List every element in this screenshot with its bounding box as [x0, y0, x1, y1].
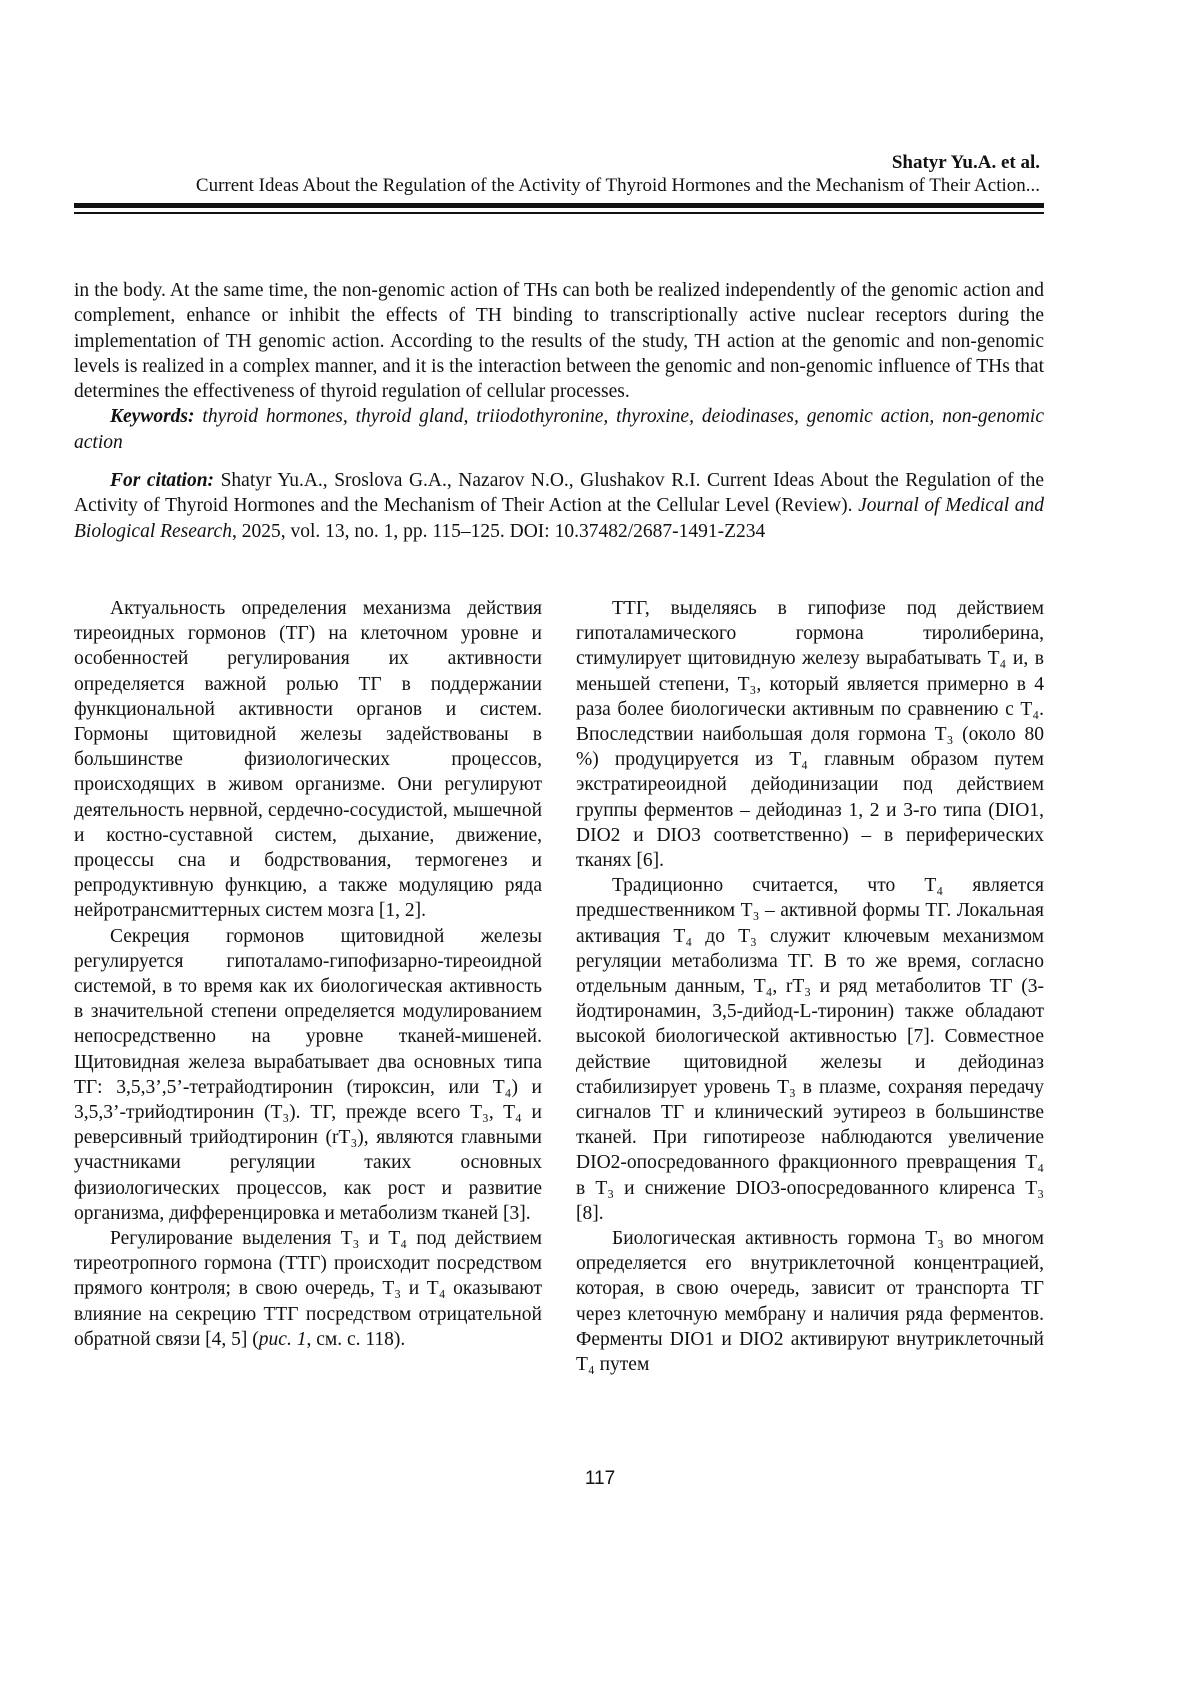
- citation-block: [74, 468, 1044, 544]
- left-paragraph-3-end: , см. с. 118).: [306, 1329, 405, 1350]
- running-header: [74, 152, 1040, 198]
- header-title: Current Ideas About the Regulation of the Activity of Thyroid Hormones and the Mechanism of Their Action...: [74, 174, 1040, 198]
- keywords-label: Keywords:: [110, 406, 195, 427]
- citation-text: Shatyr Yu.A., Sroslova G.A., Nazarov N.O., Glushakov R.I. Current Ideas About the Regulation of the Activity of Thyroid Hormones and the Mechanism of Their Action at the Cellular Level (Review).: [74, 470, 1044, 516]
- header-rule-thin: [74, 212, 1044, 214]
- left-paragraph-1: Актуальность определения механизма действия тиреоидных гормонов (ТГ) на клеточном уровне и особенностей регулирования их активности определяется важной ролью ТГ в поддержании функциональной активности органов и систем. Гормоны щитовидной железы задействованы в большинстве физиологических процессов, происходящих в живом организме. Они регулируют деятельность нервной, сердечно-сосудистой, мышечной и костно-суставной систем, дыхание, движение, процессы сна и бодрствования, термогенез и репродуктивную функцию, а также модуляцию ряда нейротрансмиттерных систем мозга [1, 2].: [74, 596, 542, 924]
- keywords-line: [74, 404, 1044, 455]
- header-rule-thick: [74, 203, 1044, 208]
- figure-reference: рис. 1: [259, 1329, 307, 1350]
- citation-label: For citation:: [110, 470, 214, 491]
- left-paragraph-3: [74, 1226, 542, 1352]
- right-column: [576, 596, 1044, 1377]
- left-paragraph-3-text: Регулирование выделения T₃ и T₄ под действием тиреотропного гормона (ТТГ) происходит посредством прямого контроля; в свою очередь, T₃ и T₄ оказывают влияние на секрецию ТТГ посредством отрицательной обратной связи [4, 5] (: [74, 1228, 542, 1350]
- right-paragraph-1: ТТГ, выделяясь в гипофизе под действием гипоталамического гормона тиролиберина, стимулирует щитовидную железу вырабатывать T₄ и, в меньшей степени, T₃, который является примерно в 4 раза более биологически активным по сравнению с T₄. Впоследствии наибольшая доля гормона T₃ (около 80 %) продуцируется из T₄ главным образом путем экстратиреоидной дейодинизации под действием группы ферментов – дейодиназ 1, 2 и 3-го типа (DIO1, DIO2 и DIO3 соответственно) – в периферических тканях [6].: [576, 596, 1044, 873]
- abstract-section: [74, 278, 1044, 455]
- citation-journal: Journal of Medical and Biological Research: [74, 495, 1044, 541]
- citation-details: , 2025, vol. 13, no. 1, pp. 115–125. DOI: 10.37482/2687-1491-Z234: [232, 521, 765, 542]
- right-paragraph-3: Биологическая активность гормона T₃ во многом определяется его внутриклеточной концентрацией, которая, в свою очередь, зависит от транспорта ТГ через клеточную мембрану и наличия ряда ферментов. Ферменты DIO1 и DIO2 активируют внутриклеточный T₄ путем: [576, 1226, 1044, 1377]
- page-number: 117: [0, 1468, 1200, 1490]
- keywords-list: thyroid hormones, thyroid gland, triiodothyronine, thyroxine, deiodinases, genomic action, non-genomic action: [74, 406, 1044, 452]
- abstract-text: in the body. At the same time, the non-genomic action of THs can both be realized independently of the genomic action and complement, enhance or inhibit the effects of TH binding to transcriptionally active nuclear receptors during the implementation of TH genomic action. According to the results of the study, TH action at the genomic and non-genomic levels is realized in a complex manner, and it is the interaction between the genomic and non-genomic influence of THs that determines the effectiveness of thyroid regulation of cellular processes.: [74, 278, 1044, 404]
- left-column: [74, 596, 542, 1352]
- right-paragraph-2: Традиционно считается, что T₄ является предшественником T₃ – активной формы ТГ. Локальная активация T₄ до T₃ служит ключевым механизмом регуляции метаболизма ТГ. В то же время, согласно отдельным данным, T₄, rT₃ и ряд метаболитов ТГ (3-йодтиронамин, 3,5-дийод-L-тиронин) также обладают высокой биологической активностью [7]. Совместное действие щитовидной железы и дейодиназ стабилизирует уровень T₃ в плазме, сохраняя передачу сигналов ТГ и клинический эутиреоз в большинстве тканей. При гипотиреозе наблюдаются увеличение DIO2-опосредованного фракционного превращения T₄ в T₃ и снижение DIO3-опосредованного клиренса T₃ [8].: [576, 873, 1044, 1226]
- left-paragraph-2: Секреция гормонов щитовидной железы регулируется гипоталамо-гипофизарно-тиреоидной системой, в то время как их биологическая активность в значительной степени определяется модулированием непосредственно на уровне тканей-мишеней. Щитовидная железа вырабатывает два основных типа ТГ: 3,5,3’,5’-тетрайодтиронин (тироксин, или T₄) и 3,5,3’-трийодтиронин (T₃). ТГ, прежде всего T₃, T₄ и реверсивный трийодтиронин (rT₃), являются главными участниками регуляции таких основных физиологических процессов, как рост и развитие организма, дифференцировка и метаболизм тканей [3].: [74, 924, 542, 1226]
- header-authors: Shatyr Yu.A. et al.: [74, 152, 1040, 174]
